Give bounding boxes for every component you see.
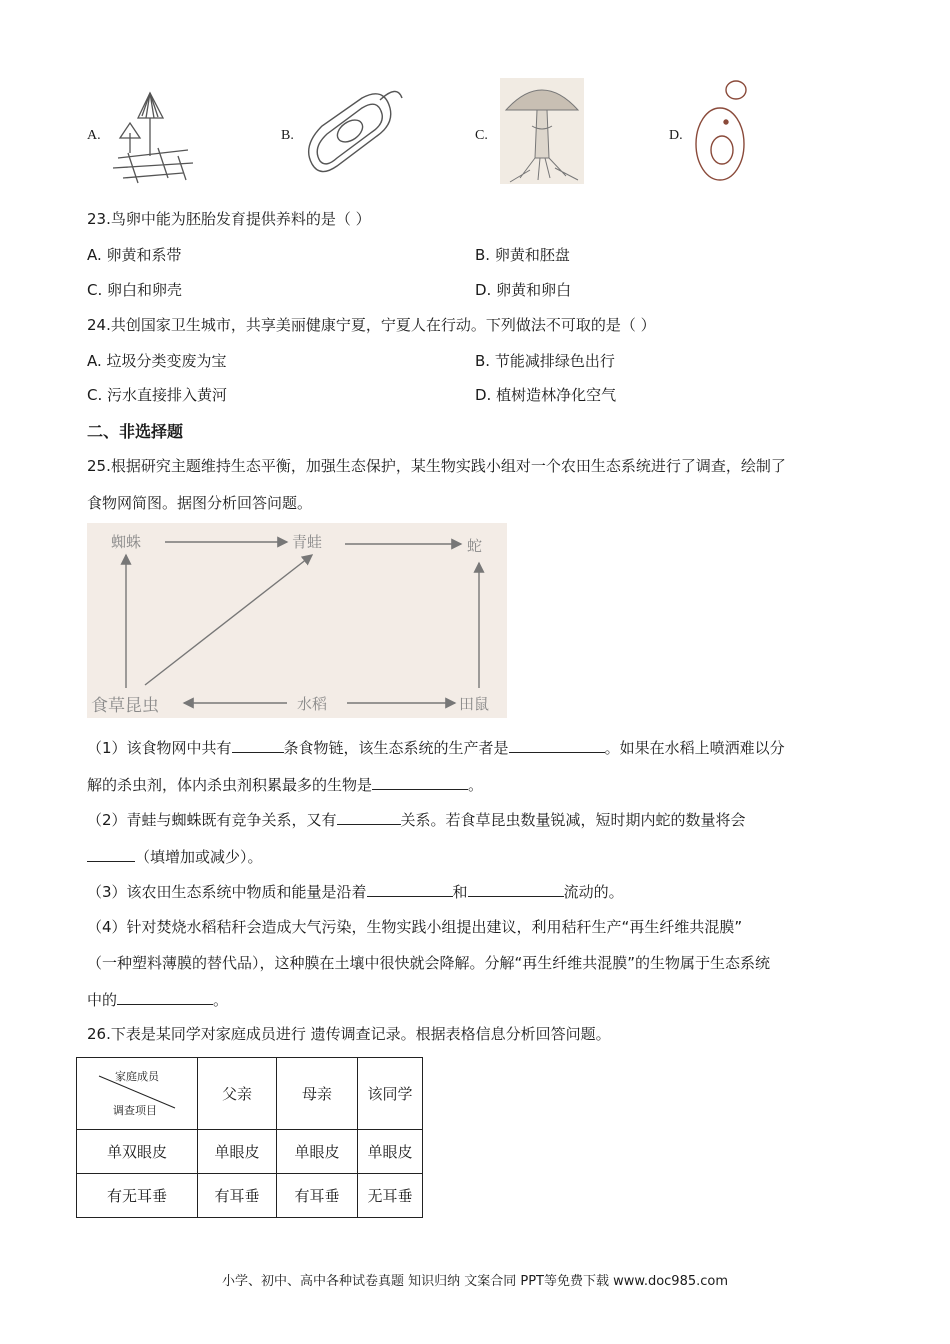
- text: 中的: [87, 991, 118, 1009]
- node-mouse: 田鼠: [459, 695, 490, 713]
- text: （2）青蛙与蜘蛛既有竞争关系，又有: [87, 811, 337, 829]
- yeast-image: [692, 76, 756, 184]
- answer-blank[interactable]: [117, 988, 213, 1005]
- answer-blank[interactable]: [468, 880, 564, 897]
- q25-part2-line2: [87, 845, 263, 868]
- node-snake: 蛇: [467, 537, 483, 555]
- q24-option-c: C. 污水直接排入黄河: [87, 386, 228, 404]
- page-footer: 小学、初中、高中各种试卷真题 知识归纳 文案合同 PPT等免费下载 www.doc985.com: [221, 1274, 729, 1289]
- table-cell: 单眼皮: [277, 1130, 358, 1174]
- text: （填增加或减少）。: [135, 848, 263, 866]
- table-cell: 有耳垂: [198, 1174, 277, 1218]
- q23-option-d: D. 卵黄和卵白: [475, 281, 572, 299]
- answer-blank[interactable]: [232, 736, 284, 753]
- node-frog: 青蛙: [292, 533, 323, 551]
- q26-stem: 26.下表是某同学对家庭成员进行 遗传调查记录。根据表格信息分析回答问题。: [87, 1025, 611, 1043]
- mushroom-image: [500, 78, 584, 184]
- q25-part3: [87, 880, 624, 903]
- table-cell: 无耳垂: [358, 1174, 423, 1218]
- corner-top-label: 家庭成员: [115, 1070, 159, 1083]
- option-d-label: D.: [669, 128, 683, 143]
- text: 和: [452, 883, 468, 901]
- bread-mold-image: [108, 78, 198, 186]
- answer-blank[interactable]: [372, 773, 468, 790]
- text: 流动的。: [563, 883, 624, 901]
- table-cell: 单双眼皮: [77, 1130, 198, 1174]
- q23-stem: 23.鸟卵中能为胚胎发育提供养料的是（ ）: [87, 210, 371, 228]
- q24-option-a: A. 垃圾分类变废为宝: [87, 352, 227, 370]
- q23-option-c: C. 卵白和卵壳: [87, 281, 183, 299]
- corner-cell: [77, 1058, 198, 1130]
- table-header: 该同学: [358, 1058, 423, 1130]
- answer-blank[interactable]: [367, 880, 453, 897]
- answer-blank[interactable]: [337, 808, 401, 825]
- table-header: 母亲: [277, 1058, 358, 1130]
- q25-part4-line2: （一种塑料薄膜的替代品），这种膜在土壤中很快就会降解。分解“再生纤维共混膜”的生物属于生态系统: [87, 954, 771, 972]
- option-b-label: B.: [281, 128, 294, 143]
- table-cell: 有耳垂: [277, 1174, 358, 1218]
- bacterium-image: [302, 86, 412, 186]
- q23-option-b: B. 卵黄和胚盘: [475, 246, 570, 264]
- text: 。如果在水稻上喷洒难以分: [604, 739, 785, 757]
- q25-stem-line1: 25.根据研究主题维持生态平衡，加强生态保护，某生物实践小组对一个农田生态系统进行了调查，绘制了: [87, 457, 786, 475]
- table-row: [77, 1130, 423, 1174]
- q24-option-d: D. 植树造林净化空气: [475, 386, 617, 404]
- text: 。: [468, 776, 484, 794]
- node-spider: 蜘蛛: [111, 533, 142, 551]
- section-heading: 二、非选择题: [87, 422, 184, 441]
- node-rice: 水稻: [297, 695, 328, 713]
- text: 。: [213, 991, 229, 1009]
- q25-part4-line1: （4）针对焚烧水稻秸秆会造成大气污染，生物实践小组提出建议，利用秸秆生产“再生纤维共混膜”: [87, 918, 743, 936]
- q25-part1-line1: [87, 736, 785, 759]
- q23-option-a: A. 卵黄和系带: [87, 246, 182, 264]
- answer-blank[interactable]: [509, 736, 605, 753]
- q24-option-b: B. 节能减排绿色出行: [475, 352, 615, 370]
- genetics-table: [76, 1057, 423, 1218]
- answer-blank[interactable]: [87, 845, 135, 862]
- text: 条食物链，该生态系统的生产者是: [283, 739, 509, 757]
- option-a-label: A.: [87, 128, 101, 143]
- q25-part4-line3: [87, 988, 228, 1011]
- text: 关系。若食草昆虫数量锐减，短时期内蛇的数量将会: [400, 811, 746, 829]
- q24-stem: 24.共创国家卫生城市，共享美丽健康宁夏，宁夏人在行动。下列做法不可取的是（ ）: [87, 316, 656, 334]
- table-cell: 单眼皮: [198, 1130, 277, 1174]
- food-web-diagram: [87, 523, 507, 718]
- table-row: [77, 1174, 423, 1218]
- q25-part2-line1: [87, 808, 746, 831]
- corner-bottom-label: 调查项目: [113, 1104, 157, 1117]
- table-header-row: [77, 1058, 423, 1130]
- text: 解的杀虫剂，体内杀虫剂积累最多的生物是: [87, 776, 373, 794]
- text: （3）该农田生态系统中物质和能量是沿着: [87, 883, 367, 901]
- node-insect: 食草昆虫: [91, 696, 159, 716]
- q25-stem-line2: 食物网简图。据图分析回答问题。: [87, 494, 313, 512]
- table-cell: 单眼皮: [358, 1130, 423, 1174]
- table-cell: 有无耳垂: [77, 1174, 198, 1218]
- q25-part1-line2: [87, 773, 483, 796]
- option-c-label: C.: [475, 128, 488, 143]
- text: （1）该食物网中共有: [87, 739, 232, 757]
- table-header: 父亲: [198, 1058, 277, 1130]
